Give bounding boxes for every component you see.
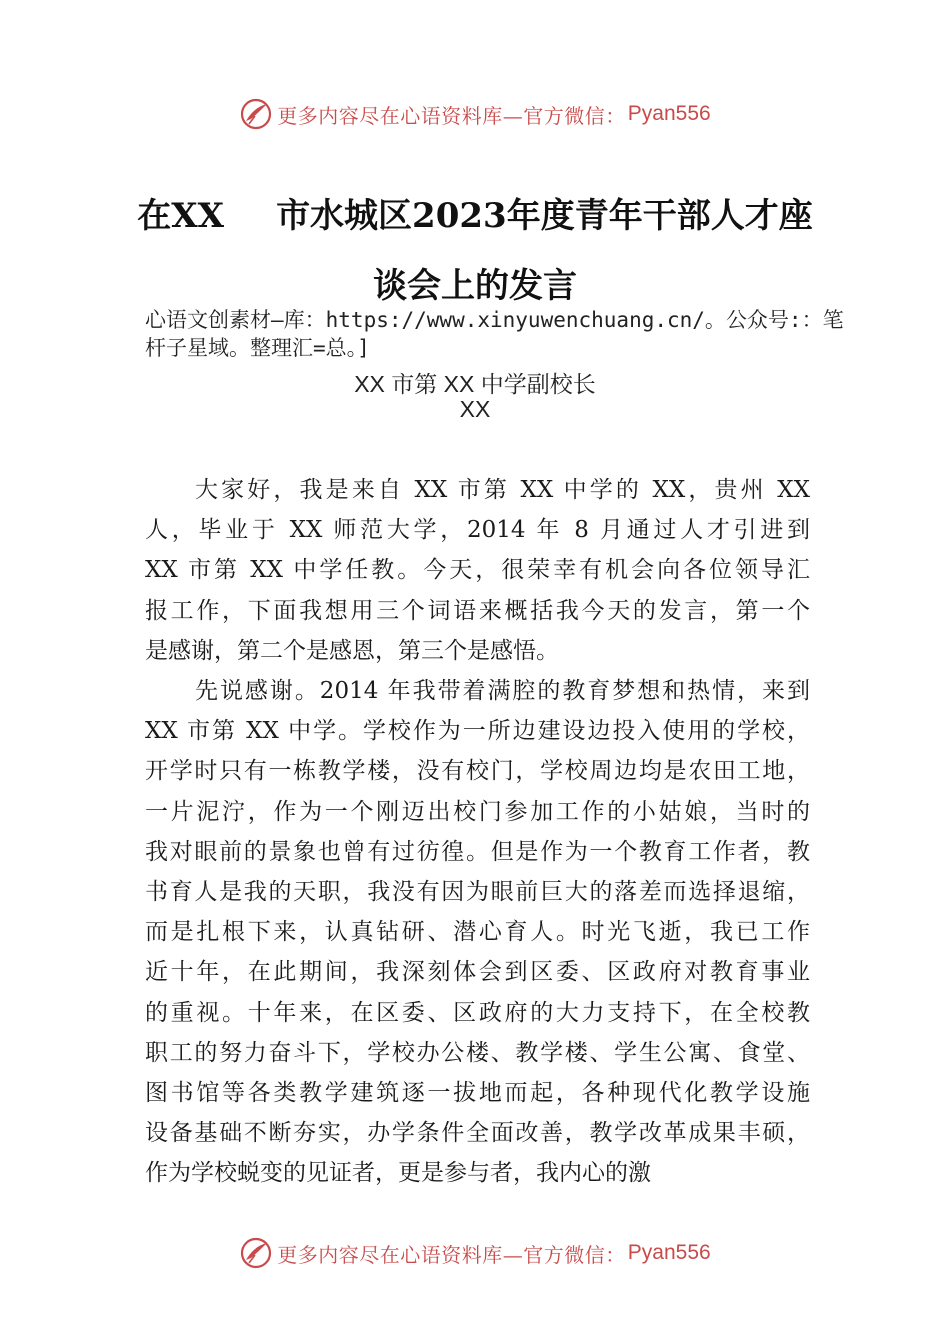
body-line: 开学时只有一栋教学楼，没有校门，学校周边均是农田工地， [145,758,810,785]
banner-text: 更多内容尽在心语资料库—官方微信： [277,103,626,128]
body-line: 设备基础不断夯实，办学条件全面改善，教学改革成果丰硕， [145,1120,810,1147]
banner-wechat-id: Pyan556 [627,102,711,125]
body-line: 职工的努力奋斗下，学校办公楼、教学楼、学生公寓、食堂、 [145,1039,810,1066]
body-line: 作为学校蜕变的见证者，更是参与者，我内心的激 [145,1160,651,1187]
document-title-line1 [0,188,950,237]
pen-seal-logo-icon [239,1236,273,1270]
body-line: 近十年，在此期间，我深刻体会到区委、区政府对教育事业 [145,959,810,986]
title-prefix: 在XX [137,196,225,236]
author-name: XX [459,396,491,422]
body-line: 报工作，下面我想用三个词语来概括我今天的发言，第一个 [145,597,810,624]
body-line: XX 市第 XX 中学任教。今天，很荣幸有机会向各位领导汇 [145,557,810,584]
body-line: 书育人是我的天职，我没有因为眼前巨大的落差而选择退缩， [145,879,810,906]
body-line: 图书馆等各类教学建筑逐一拔地而起，各种现代化教学设施 [145,1080,810,1107]
body-line: XX 市第 XX 中学。学校作为一所边建设边投入使用的学校， [145,718,810,745]
body-line: 先说感谢。2014 年我带着满腔的教育梦想和热情，来到 [195,678,810,705]
source-note: 心语文创素材—库：https://www.xinyuwenchuang.cn/。公众号:：笔杆子星域。整理汇=总。] [145,308,844,360]
header-banner [0,94,950,134]
title-main: 市水城区2023年度青年干部人才座 [276,196,813,236]
body-line: 我对眼前的景象也曾有过彷徨。但是作为一个教育工作者，教 [145,838,810,865]
footer-banner [0,1233,950,1273]
author-position: XX 市第 XX 中学副校长 [354,371,596,397]
banner-text: 更多内容尽在心语资料库—官方微信： [277,1242,626,1267]
body-line: 是感谢，第二个是感恩，第三个是感悟。 [145,637,559,664]
body-text [145,470,810,1194]
body-line: 人，毕业于 XX 师范大学，2014 年 8 月通过人才引进到 [145,517,810,544]
body-line: 而是扎根下来，认真钻研、潜心育人。时光飞逝，我已工作 [145,919,810,946]
body-line: 一片泥泞，作为一个刚迈出校门参加工作的小姑娘，当时的 [145,798,810,825]
banner-wechat-id: Pyan556 [627,1241,711,1264]
document-title-line2: 谈会上的发言 [373,266,577,306]
pen-seal-logo-icon [239,97,273,131]
body-line: 大家好，我是来自 XX 市第 XX 中学的 XX，贵州 XX [195,477,810,503]
body-line: 的重视。十年来，在区委、区政府的大力支持下，在全校教 [145,999,810,1026]
